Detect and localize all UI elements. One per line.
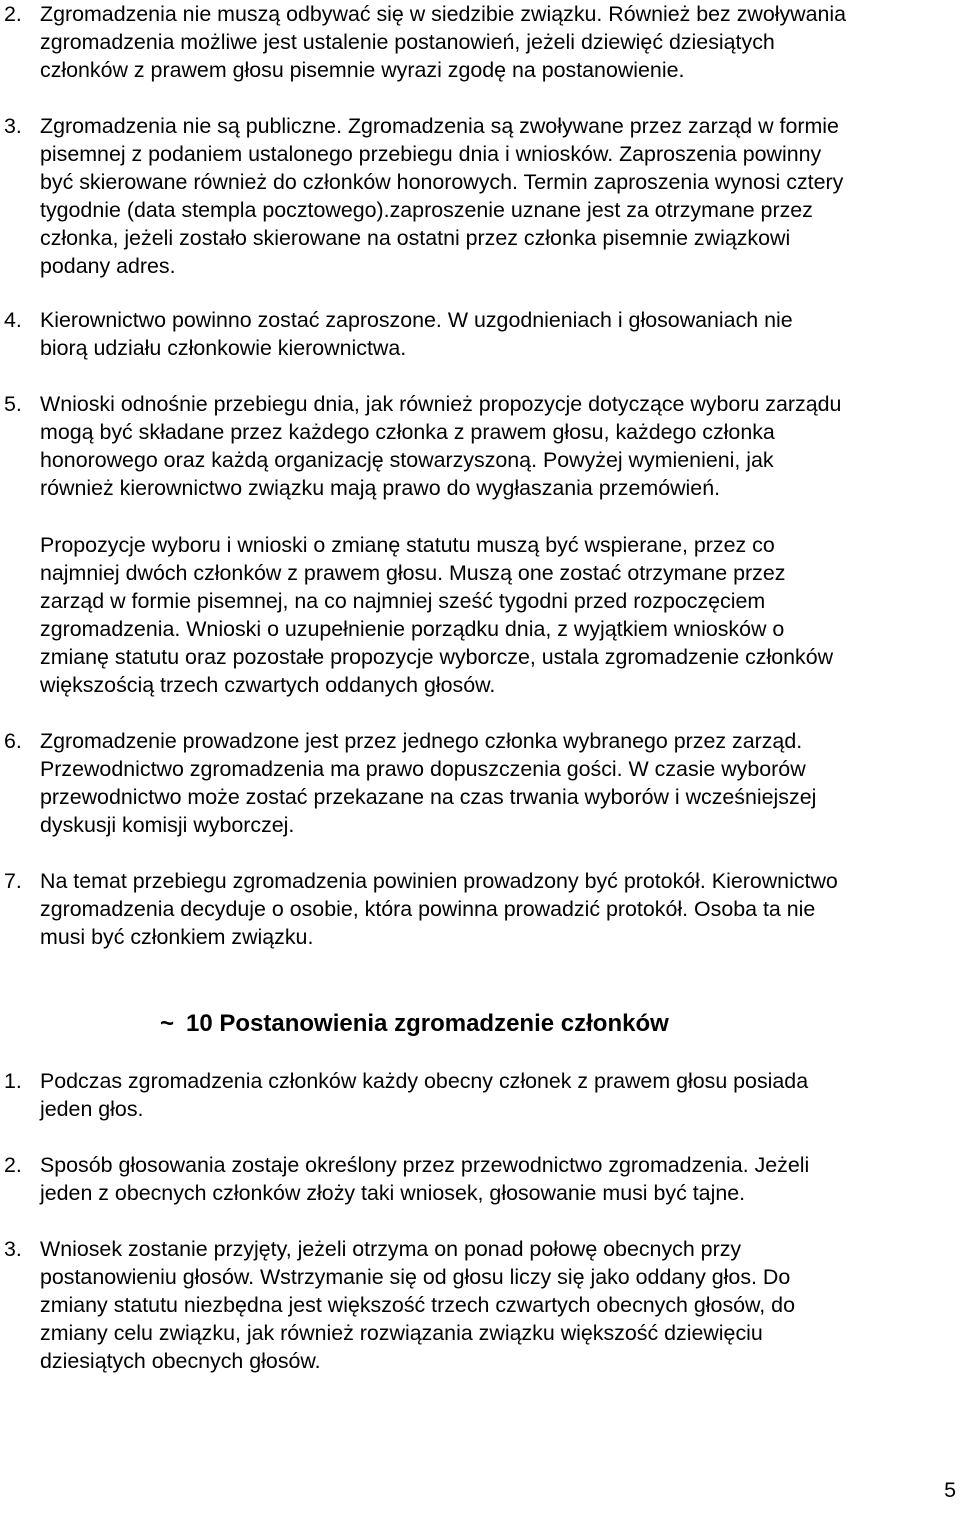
paragraph-number: 2. (4, 2, 22, 26)
paragraph-line: Przewodnictwo zgromadzenia ma prawo dopuszczenia gości. W czasie wyborów (40, 757, 806, 781)
paragraph-line: zarząd w formie pisemnej, na co najmniej sześć tygodni przed rozpoczęciem (40, 589, 766, 613)
paragraph-line: przewodnictwo może zostać przekazane na czas trwania wyborów i wcześniejszej (40, 785, 817, 809)
paragraph-number: 4. (4, 308, 22, 332)
paragraph-line: pisemnej z podaniem ustalonego przebiegu dnia i wniosków. Zaproszenia powinny (40, 142, 822, 166)
paragraph-line: jeden głos. (40, 1097, 144, 1121)
paragraph-line: również kierownictwo związku mają prawo do wygłaszania przemówień. (40, 476, 721, 500)
paragraph-line: jeden z obecnych członków złoży taki wniosek, głosowanie musi być tajne. (40, 1181, 746, 1205)
paragraph-line: zmiany statutu niezbędna jest większość trzech czwartych obecnych głosów, do (40, 1293, 795, 1317)
paragraph-line: Sposób głosowania zostaje określony przez przewodnictwo zgromadzenia. Jeżeli (40, 1153, 810, 1177)
paragraph-line: zgromadzenia możliwe jest ustalenie postanowień, jeżeli dziewięć dziesiątych (40, 30, 775, 54)
paragraph-line: biorą udziału członkowie kierownictwa. (40, 336, 407, 360)
section-title: 10 Postanowienia zgromadzenie członków (186, 1010, 669, 1037)
paragraph-line: większością trzech czwartych oddanych głosów. (40, 673, 496, 697)
paragraph-line: być skierowane również do członków honorowych. Termin zaproszenia wynosi cztery (40, 170, 844, 194)
paragraph-number: 1. (4, 1069, 22, 1093)
paragraph-line: Propozycje wyboru i wnioski o zmianę statutu muszą być wspierane, przez co (40, 533, 775, 557)
paragraph-line: dziesiątych obecnych głosów. (40, 1349, 321, 1373)
paragraph-line: mogą być składane przez każdego członka z prawem głosu, każdego członka (40, 420, 775, 444)
paragraph-number: 5. (4, 392, 22, 416)
paragraph-line: zmiany celu związku, jak również rozwiązania związku większość dziewięciu (40, 1321, 763, 1345)
page-number: 5 (944, 1478, 956, 1502)
paragraph-line: Na temat przebiegu zgromadzenia powinien prowadzony być protokół. Kierownictwo (40, 869, 838, 893)
paragraph-line: honorowego oraz każdą organizację stowarzyszoną. Powyżej wymienieni, jak (40, 448, 774, 472)
paragraph-line: podany adres. (40, 254, 176, 278)
paragraph-line: Wniosek zostanie przyjęty, jeżeli otrzyma on ponad połowę obecnych przy (40, 1237, 742, 1261)
section-heading (160, 1009, 669, 1039)
paragraph-line: zmianę statutu oraz pozostałe propozycje wyborcze, ustala zgromadzenie członków (40, 645, 834, 669)
paragraph-line: najmniej dwóch członków z prawem głosu. Muszą one zostać otrzymane przez (40, 561, 786, 585)
paragraph-number: 7. (4, 869, 22, 893)
paragraph-line: postanowieniu głosów. Wstrzymanie się od głosu liczy się jako oddany głos. Do (40, 1265, 791, 1289)
paragraph-line: Kierownictwo powinno zostać zaproszone. W uzgodnieniach i głosowaniach nie (40, 308, 793, 332)
paragraph-line: Podczas zgromadzenia członków każdy obecny członek z prawem głosu posiada (40, 1069, 809, 1093)
paragraph-line: zgromadzenia. Wnioski o uzupełnienie porządku dnia, z wyjątkiem wniosków o (40, 617, 785, 641)
paragraph-line: członka, jeżeli zostało skierowane na ostatni przez członka pisemnie związkowi (40, 226, 791, 250)
paragraph-number: 2. (4, 1153, 22, 1177)
paragraph-number: 3. (4, 1237, 22, 1261)
paragraph-number: 6. (4, 729, 22, 753)
section-marker: ~ (160, 1010, 175, 1037)
paragraph-line: zgromadzenia decyduje o osobie, która powinna prowadzić protokół. Osoba ta nie (40, 897, 816, 921)
paragraph-line: Wnioski odnośnie przebiegu dnia, jak również propozycje dotyczące wyboru zarządu (40, 392, 842, 416)
paragraph-line: musi być członkiem związku. (40, 925, 314, 949)
paragraph-line: członków z prawem głosu pisemnie wyrazi zgodę na postanowienie. (40, 58, 685, 82)
paragraph-line: dyskusji komisji wyborczej. (40, 813, 295, 837)
paragraph-line: Zgromadzenie prowadzone jest przez jednego członka wybranego przez zarząd. (40, 729, 803, 753)
paragraph-line: Zgromadzenia nie muszą odbywać się w siedzibie związku. Również bez zwoływania (40, 2, 847, 26)
paragraph-number: 3. (4, 114, 22, 138)
paragraph-line: tygodnie (data stempla pocztowego).zaproszenie uznane jest za otrzymane przez (40, 198, 813, 222)
paragraph-line: Zgromadzenia nie są publiczne. Zgromadzenia są zwoływane przez zarząd w formie (40, 114, 839, 138)
